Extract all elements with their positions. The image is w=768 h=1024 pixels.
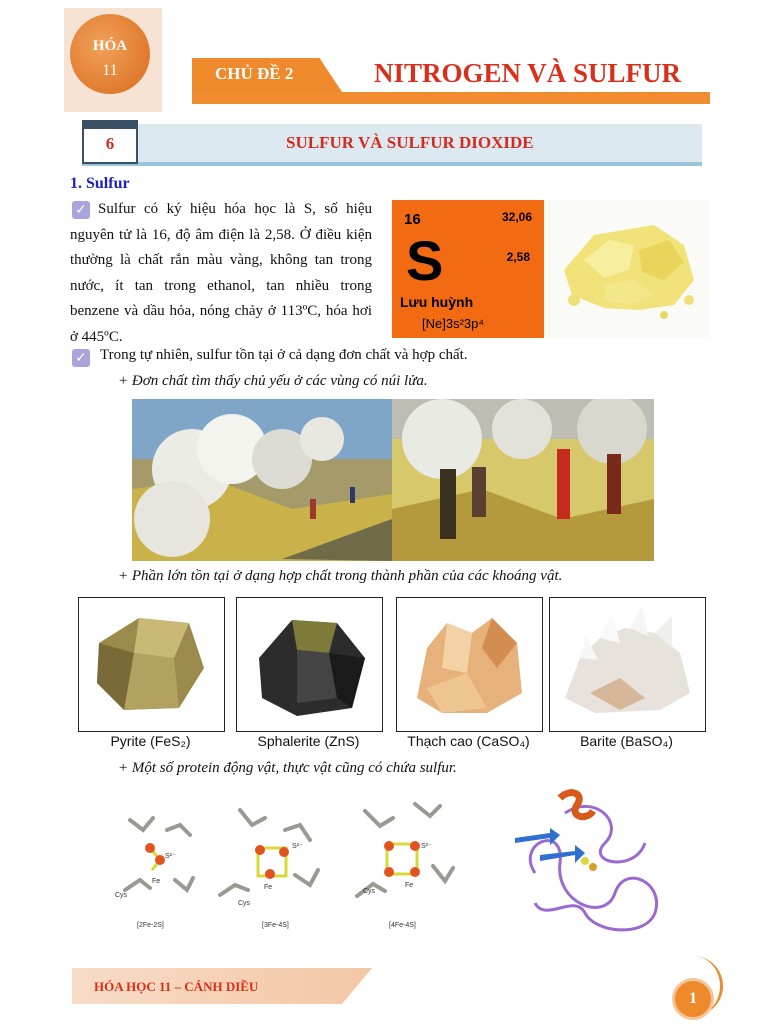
mineral-caption: Barite (BaSO₄) [580, 733, 673, 749]
cluster-label: [2Fe-2S] [137, 922, 164, 929]
fe-s-cluster-3fe4s [210, 800, 330, 935]
subject-label: HÓA [92, 38, 128, 54]
cys-label: Cys [115, 892, 128, 899]
topic-label: CHỦ ĐỀ 2 [215, 64, 294, 83]
cys-label: Cys [363, 888, 376, 895]
fe-s-cluster-2fe2s [105, 800, 205, 935]
footer-text: HÓA HỌC 11 – CÁNH DIỀU [94, 979, 259, 994]
pyrite-image [78, 597, 225, 732]
sulfide-label: S²⁻ [165, 853, 176, 860]
section-title: SULFUR VÀ SULFUR DIOXIDE [286, 133, 534, 152]
electronegativity: 2,58 [506, 250, 530, 264]
cys-label: Cys [238, 900, 251, 907]
checkbox-icon: ✓ [72, 349, 90, 367]
atomic-number: 16 [404, 211, 421, 228]
grade-label: 11 [102, 62, 118, 79]
checkbox-icon: ✓ [72, 201, 90, 219]
volcano-photo-right [392, 399, 654, 561]
volcano-photo-left [132, 399, 392, 561]
note-volcano: + Đơn chất tìm thấy chủ yếu ở các vùng có núi lửa. [118, 373, 428, 389]
mineral-caption: Sphalerite (ZnS) [257, 733, 360, 749]
window-icon [82, 120, 138, 129]
mineral-caption: Thạch cao (CaSO₄) [407, 733, 530, 749]
mineral-caption: Pyrite (FeS₂) [110, 733, 191, 749]
cluster-label: [4Fe-4S] [389, 922, 416, 929]
element-tile [392, 200, 544, 338]
electron-config: [Ne]3s²3p⁴ [422, 316, 484, 331]
fe-s-cluster-4fe4s [345, 796, 465, 936]
sphalerite-image [236, 597, 383, 732]
section-number: 6 [105, 134, 115, 153]
header-rule [192, 92, 710, 104]
fe-label: Fe [152, 878, 161, 885]
sulfide-label: S²⁻ [292, 843, 303, 850]
cluster-label: [3Fe-4S] [262, 922, 289, 929]
fe-label: Fe [405, 882, 414, 889]
fe-label: Fe [264, 884, 273, 891]
sulfur-powder-image [544, 200, 709, 338]
element-name: Lưu huỳnh [400, 294, 474, 310]
note-proteins: + Một số protein động vật, thực vật cũng có chứa sulfur. [118, 760, 457, 776]
atomic-mass: 32,06 [501, 210, 532, 224]
sulfide-label: S²⁻ [421, 843, 432, 850]
paragraph-properties: Sulfur có ký hiệu hóa học là S, số hiệu nguyên tử là 16, độ âm điện là 2,58. Ở điều kiện thường là chất rắn màu vàng, không tan trong nước, ít tan trong ethanol, tan nhiều trong benzene và dầu hỏa, nóng chảy ở 113ºC, hóa hơi ở 445ºC. [70, 201, 372, 345]
paragraph-occurrence: Trong tự nhiên, sulfur tồn tại ở cả dạng đơn chất và hợp chất. [100, 347, 468, 363]
element-symbol: S [406, 229, 444, 292]
protein-ribbon-image [505, 783, 675, 943]
gypsum-image [396, 597, 543, 732]
sub-heading: 1. Sulfur [70, 175, 130, 192]
page-number: 1 [672, 978, 714, 1020]
topic-title: NITROGEN VÀ SULFUR [374, 58, 682, 88]
barite-image [549, 597, 706, 732]
note-minerals: + Phần lớn tồn tại ở dạng hợp chất trong thành phần của các khoáng vật. [118, 568, 563, 584]
